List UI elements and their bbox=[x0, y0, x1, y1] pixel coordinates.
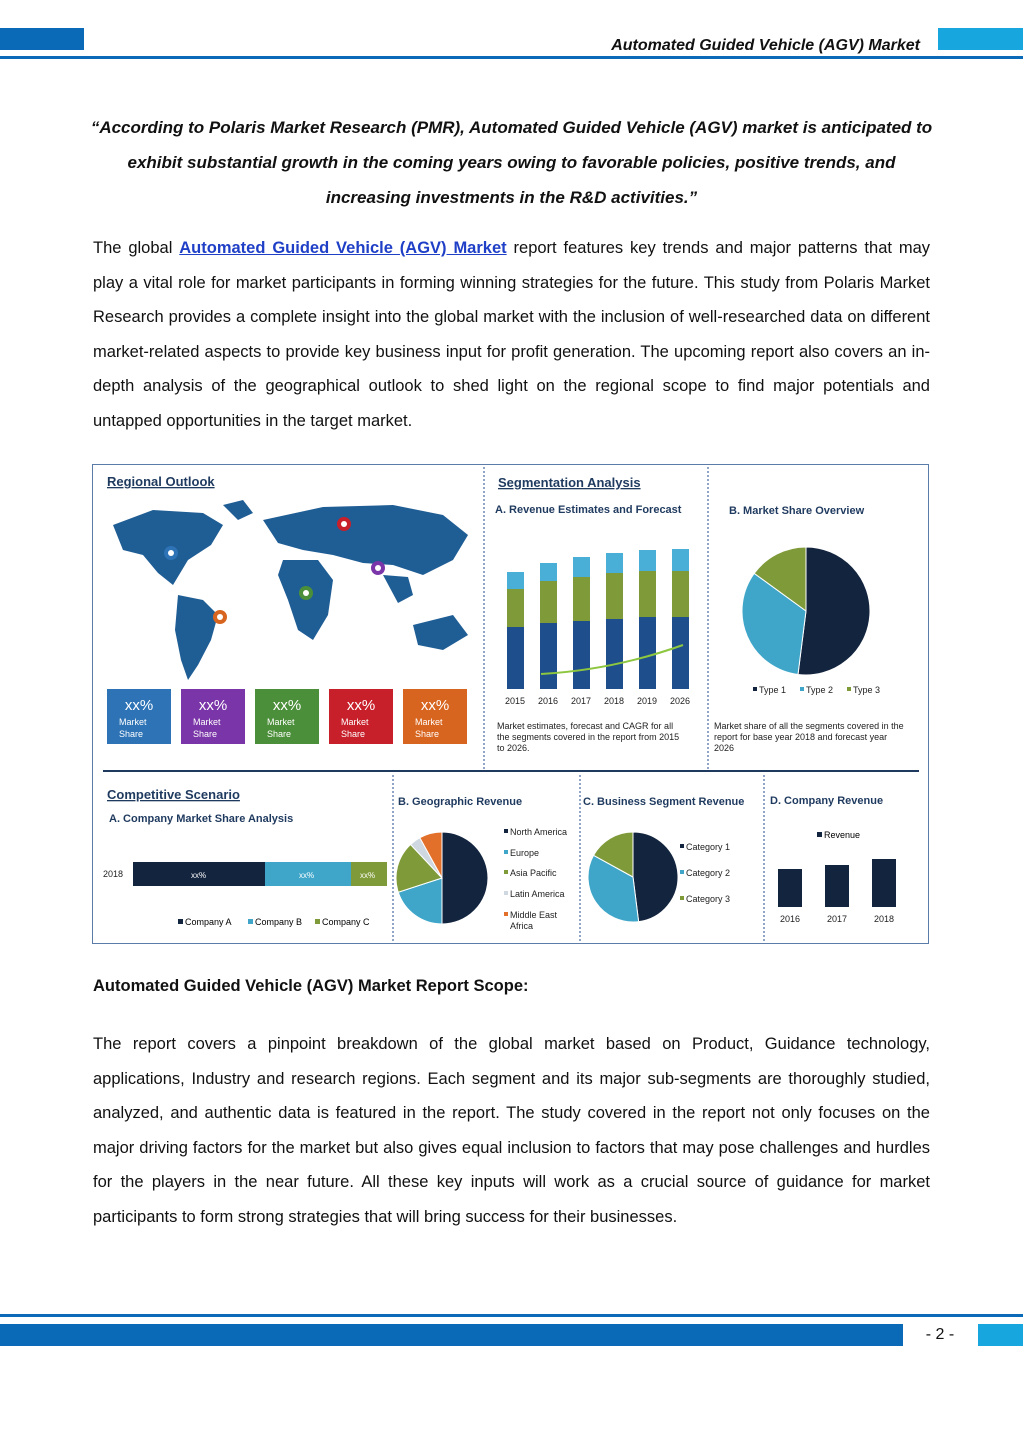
revenue-bar-segment bbox=[540, 623, 557, 689]
revenue-year-label: 2018 bbox=[603, 696, 625, 706]
market-report-link[interactable]: Automated Guided Vehicle (AGV) Market bbox=[179, 239, 507, 257]
region-card-label: Share bbox=[193, 729, 218, 739]
infographic-canvas bbox=[93, 465, 928, 943]
company-share-year: 2018 bbox=[103, 869, 124, 879]
share-note-1: Market share of all the segments covered in the bbox=[714, 721, 904, 731]
revenue-bar-segment bbox=[573, 557, 590, 577]
company-b-value: xx% bbox=[299, 871, 315, 880]
header-rule bbox=[0, 56, 1023, 59]
legend-company-b: Company B bbox=[255, 917, 303, 927]
region-card-label: Share bbox=[415, 729, 440, 739]
revenue-year-label: 2015 bbox=[504, 696, 526, 706]
page-number: - 2 - bbox=[925, 1326, 955, 1343]
company-revenue-legend: Revenue bbox=[824, 830, 861, 840]
intro-paragraph bbox=[93, 231, 930, 439]
revenue-year-label: 2019 bbox=[636, 696, 658, 706]
intro-quote: “According to Polaris Market Research (PMR), Automated Guided Vehicle (AGV) market is anticipated to exhibit substantial growth in the coming years owing to favorable policies, positive trends, and increasing investments in the R&D activities.” bbox=[90, 118, 933, 207]
revenue-chart-title: A. Revenue Estimates and Forecast bbox=[495, 504, 682, 516]
intro-suffix: report features key trends and major patterns that may play a vital role for market participants in forming winning strategies for the future. This study from Polaris Market Research provides a complete insight into the global market with the inclusion of well-researched data on different market-related aspects to provide key business input for profit generation. The upcoming report also covers an in-depth analysis of the geographical outlook to shed light on the regional scope to find major potentials and untapped opportunities in the target market. bbox=[93, 239, 931, 430]
footer-accent-right bbox=[978, 1324, 1023, 1346]
business-segment-pie bbox=[588, 832, 678, 922]
market-share-legend bbox=[753, 685, 880, 695]
header-title: Automated Guided Vehicle (AGV) Market bbox=[611, 37, 920, 54]
share-note-3: 2026 bbox=[714, 743, 735, 753]
company-a-value: xx% bbox=[191, 871, 207, 880]
revenue-bar-segment bbox=[672, 549, 689, 571]
share-legend-item: Type 3 bbox=[853, 685, 881, 695]
revenue-bar-segment bbox=[639, 550, 656, 571]
business-segment-legend bbox=[680, 842, 730, 904]
share-legend-item: Type 1 bbox=[759, 685, 787, 695]
region-card-value: xx% bbox=[272, 697, 302, 714]
company-revenue-bar bbox=[778, 869, 802, 907]
revenue-bar-segment bbox=[672, 617, 689, 689]
geo-revenue-legend bbox=[504, 827, 567, 931]
region-card-label: Market bbox=[267, 717, 295, 727]
company-c-value: xx% bbox=[360, 871, 376, 880]
scope-heading: Automated Guided Vehicle (AGV) Market Report Scope: bbox=[93, 977, 529, 995]
company-revenue-bar bbox=[872, 859, 896, 907]
revenue-year-label: 2016 bbox=[537, 696, 559, 706]
geo-legend-item: Latin America bbox=[510, 889, 565, 899]
revenue-bar-segment bbox=[540, 563, 557, 581]
region-card-label: Share bbox=[119, 729, 144, 739]
share-note-2: report for base year 2018 and forecast year bbox=[714, 732, 888, 742]
geo-legend-item: Europe bbox=[510, 848, 540, 858]
scope-paragraph: The report covers a pinpoint breakdown of the global market based on Product, Guidance technology, applications, Industry and research regions. Each segment and its major sub-segments are thoroughly studied, analyzed, and authentic data is featured in the report. The study covered in the report not only focuses on the major driving factors for the market but also gives equal inclusion to factors that may pose challenges and hurdles for the players in the near future. All these key inputs will work as a crucial source of guidance for market participants to form strong strategies that will bring success for their businesses. bbox=[93, 1035, 930, 1226]
region-card-value: xx% bbox=[346, 697, 376, 714]
geo-legend-item: North America bbox=[510, 827, 568, 837]
region-card-label: Market bbox=[341, 717, 369, 727]
company-revenue-year: 2016 bbox=[779, 914, 801, 924]
share-chart-title: B. Market Share Overview bbox=[729, 505, 865, 517]
geo-legend-item: Middle East bbox=[510, 910, 558, 920]
revenue-bar-segment bbox=[507, 572, 524, 589]
company-share-title: A. Company Market Share Analysis bbox=[109, 813, 294, 825]
company-revenue-chart bbox=[778, 859, 896, 924]
geo-revenue-title: B. Geographic Revenue bbox=[398, 796, 523, 808]
header-accent-right bbox=[938, 28, 1023, 50]
geo-pie-slice bbox=[442, 832, 488, 924]
region-card-value: xx% bbox=[124, 697, 154, 714]
company-revenue-year: 2017 bbox=[826, 914, 848, 924]
revenue-note-2: the segments covered in the report from 2015 bbox=[497, 732, 680, 742]
business-legend-item: Category 2 bbox=[686, 868, 731, 878]
revenue-bar-segment bbox=[507, 589, 524, 627]
business-pie-slice bbox=[633, 832, 678, 922]
header-accent-left bbox=[0, 28, 84, 50]
geo-legend-item: Asia Pacific bbox=[510, 868, 557, 878]
footer-rule bbox=[0, 1314, 1023, 1317]
revenue-forecast-chart bbox=[505, 549, 690, 706]
share-legend-item: Type 2 bbox=[806, 685, 834, 695]
market-share-pie bbox=[742, 547, 870, 675]
company-revenue-title: D. Company Revenue bbox=[770, 795, 884, 807]
business-revenue-title: C. Business Segment Revenue bbox=[583, 796, 745, 808]
legend-company-c: Company C bbox=[322, 917, 370, 927]
regional-title: Regional Outlook bbox=[107, 474, 215, 489]
region-card-label: Market bbox=[415, 717, 443, 727]
region-share-cards bbox=[107, 689, 467, 744]
revenue-bar-segment bbox=[507, 627, 524, 689]
revenue-bar-segment bbox=[606, 573, 623, 619]
intro-prefix: The global bbox=[93, 239, 180, 257]
segmentation-title: Segmentation Analysis bbox=[498, 475, 641, 490]
revenue-bar-segment bbox=[573, 621, 590, 689]
revenue-bar-segment bbox=[639, 571, 656, 617]
revenue-year-label: 2026 bbox=[669, 696, 691, 706]
share-pie-slice bbox=[798, 547, 870, 675]
revenue-bar-segment bbox=[672, 571, 689, 617]
revenue-bar-segment bbox=[639, 617, 656, 689]
geo-revenue-pie bbox=[396, 832, 488, 924]
business-legend-item: Category 3 bbox=[686, 894, 731, 904]
revenue-bar-segment bbox=[540, 581, 557, 623]
region-card-label: Market bbox=[119, 717, 147, 727]
revenue-bar-segment bbox=[573, 577, 590, 621]
company-revenue-year: 2018 bbox=[873, 914, 895, 924]
company-revenue-bar bbox=[825, 865, 849, 907]
revenue-bar-segment bbox=[606, 553, 623, 573]
business-legend-item: Category 1 bbox=[686, 842, 731, 852]
revenue-note-3: to 2026. bbox=[497, 743, 530, 753]
market-infographic bbox=[92, 464, 929, 944]
footer-bar bbox=[0, 1324, 903, 1346]
geo-legend-item: Africa bbox=[510, 921, 534, 931]
region-card-label: Market bbox=[193, 717, 221, 727]
legend-company-a: Company A bbox=[185, 917, 232, 927]
region-card-value: xx% bbox=[420, 697, 450, 714]
revenue-note-1: Market estimates, forecast and CAGR for all bbox=[497, 721, 674, 731]
revenue-year-label: 2017 bbox=[570, 696, 592, 706]
revenue-bar-segment bbox=[606, 619, 623, 689]
world-map bbox=[113, 500, 468, 680]
competitive-title: Competitive Scenario bbox=[107, 787, 240, 802]
region-card-value: xx% bbox=[198, 697, 228, 714]
region-card-label: Share bbox=[341, 729, 366, 739]
region-card-label: Share bbox=[267, 729, 292, 739]
